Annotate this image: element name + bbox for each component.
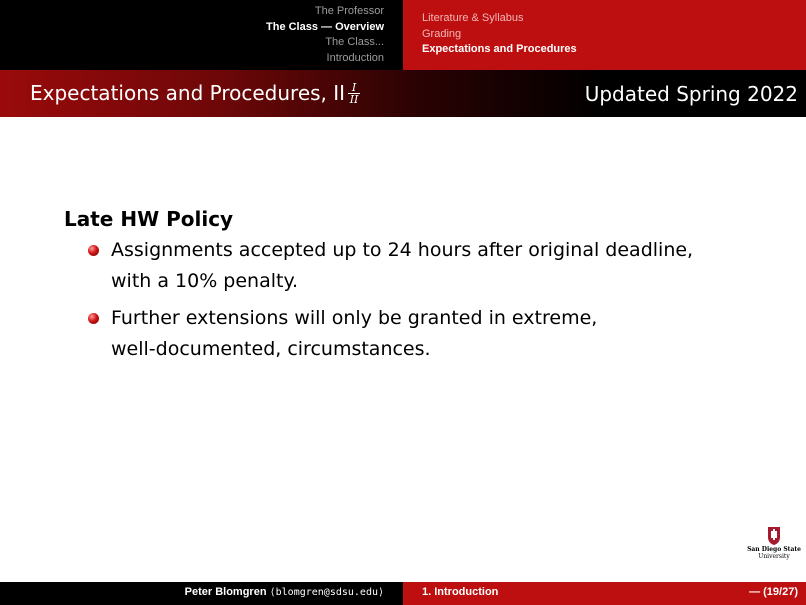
nav-subsection-literature[interactable]: Literature & Syllabus xyxy=(422,12,524,24)
nav-subsection-grading[interactable]: Grading xyxy=(422,27,462,40)
list-item xyxy=(88,235,764,297)
bullet-list xyxy=(64,235,764,365)
slide-content xyxy=(64,207,764,371)
nav-section-overview[interactable]: The Class — Overview xyxy=(266,20,384,33)
nav-section-class[interactable]: The Class... xyxy=(325,36,384,48)
frame-counter-numerator: I xyxy=(351,81,357,94)
list-item-line: Assignments accepted up to 24 hours after original deadline, xyxy=(111,239,694,261)
footer-email[interactable]: ⟨blomgren@sdsu.edu⟩ xyxy=(269,587,384,598)
footer-section[interactable]: 1. Introduction xyxy=(422,586,499,598)
nav-section-introduction[interactable]: Introduction xyxy=(326,51,384,64)
list-item-line: well-documented, circumstances. xyxy=(111,338,431,360)
university-shield-icon xyxy=(766,526,782,546)
frame-title-text: Expectations and Procedures, II xyxy=(30,80,346,105)
logo-text-line1: San Diego State xyxy=(747,546,801,553)
footer-author: Peter Blomgren xyxy=(184,586,267,598)
nav-subsections xyxy=(403,0,806,70)
frame-title xyxy=(30,80,360,105)
logo-text-line2: University xyxy=(758,553,790,560)
frame-counter-fraction xyxy=(348,82,360,105)
top-navigation xyxy=(0,0,806,70)
footer-bar xyxy=(0,582,806,605)
frame-title-bar xyxy=(0,70,806,117)
bullet-ball-icon xyxy=(88,245,99,256)
footer-section-block xyxy=(403,582,806,605)
list-item-line: with a 10% penalty. xyxy=(111,270,299,292)
updated-date: Updated Spring 2022 xyxy=(584,82,798,106)
footer-page-number: — (19/27) xyxy=(749,586,798,598)
block-heading: Late HW Policy xyxy=(64,207,234,231)
list-item xyxy=(88,303,764,365)
nav-section-professor[interactable]: The Professor xyxy=(314,5,384,17)
university-logo xyxy=(742,526,806,566)
bullet-ball-icon xyxy=(88,313,99,324)
list-item-line: Further extensions will only be granted in extreme, xyxy=(111,307,598,329)
nav-sections xyxy=(0,0,403,70)
nav-subsection-expectations[interactable]: Expectations and Procedures xyxy=(422,43,577,55)
footer-author-block xyxy=(0,582,403,605)
frame-counter-denominator: II xyxy=(349,93,359,106)
